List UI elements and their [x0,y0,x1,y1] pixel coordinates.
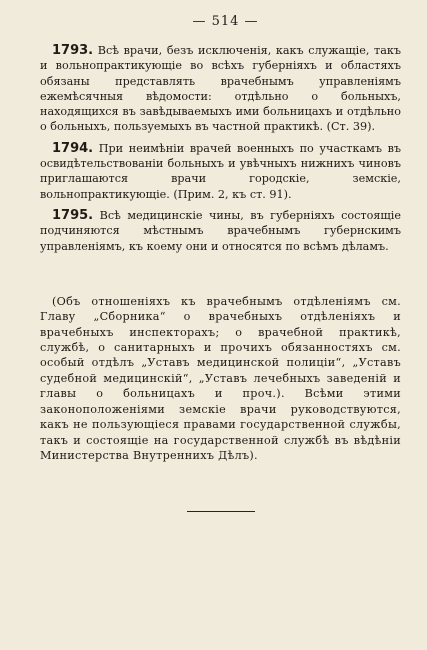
article-text: Всѣ медицинскіе чины, въ губерніяхъ состоящіе подчиняются мѣстнымъ врачебнымъ губернскимъ управленіямъ, къ коему они и относятся по всѣмъ дѣламъ. [40,208,401,253]
article-number: 1794. [52,140,94,156]
editorial-note: (Объ отношеніяхъ къ врачебнымъ отдѣленіямъ см. Главу „Сборника“ о врачебныхъ отдѣленіяхъ и врачебныхъ инспекторахъ; о врачебной практикѣ, службѣ, о санитарныхъ и прочихъ обязанностяхъ см. особый отдѣлъ „Уставъ медицинской полиціи“, „Уставъ судебной медицинскій“, „Уставъ лечебныхъ заведеній и главы о больницахъ и проч.). Всѣми этими законоположеніями земскіе врачи руководствуются, какъ не пользующіеся правами государственной службы, такъ и состоящіе на государственной службѣ въ вѣдѣніи Министерства Внутреннихъ Дѣлъ). [40,294,401,462]
article-number: 1795. [52,207,94,223]
page-number: — 514 — [192,14,259,29]
article-number: 1793. [52,43,94,58]
article-text: При неимѣніи врачей военныхъ по участкамъ въ освидѣтельствованіи больныхъ и увѣчныхъ нижнихъ чиновъ приглашаются врачи городскіе, земскіе, вольнопрактикующіе. (Прим. 2, къ ст. 91). [40,141,401,201]
article-1793 [40,43,401,135]
closing-rule [187,511,255,512]
article-1795 [40,208,401,254]
article-1794 [40,141,401,202]
article-text: Всѣ врачи, безъ исключенія, какъ служащіе, такъ и вольнопрактикующіе во всѣхъ губерніяхъ и областяхъ обязаны представлять врачебнымъ управленіямъ ежемѣсячныя вѣдомости: отдѣльно о больныхъ, находящихся въ завѣдываемыхъ ими больницахъ и отдѣльно о больныхъ, пользуемыхъ въ частной практикѣ. (Ст. 39). [40,44,401,134]
